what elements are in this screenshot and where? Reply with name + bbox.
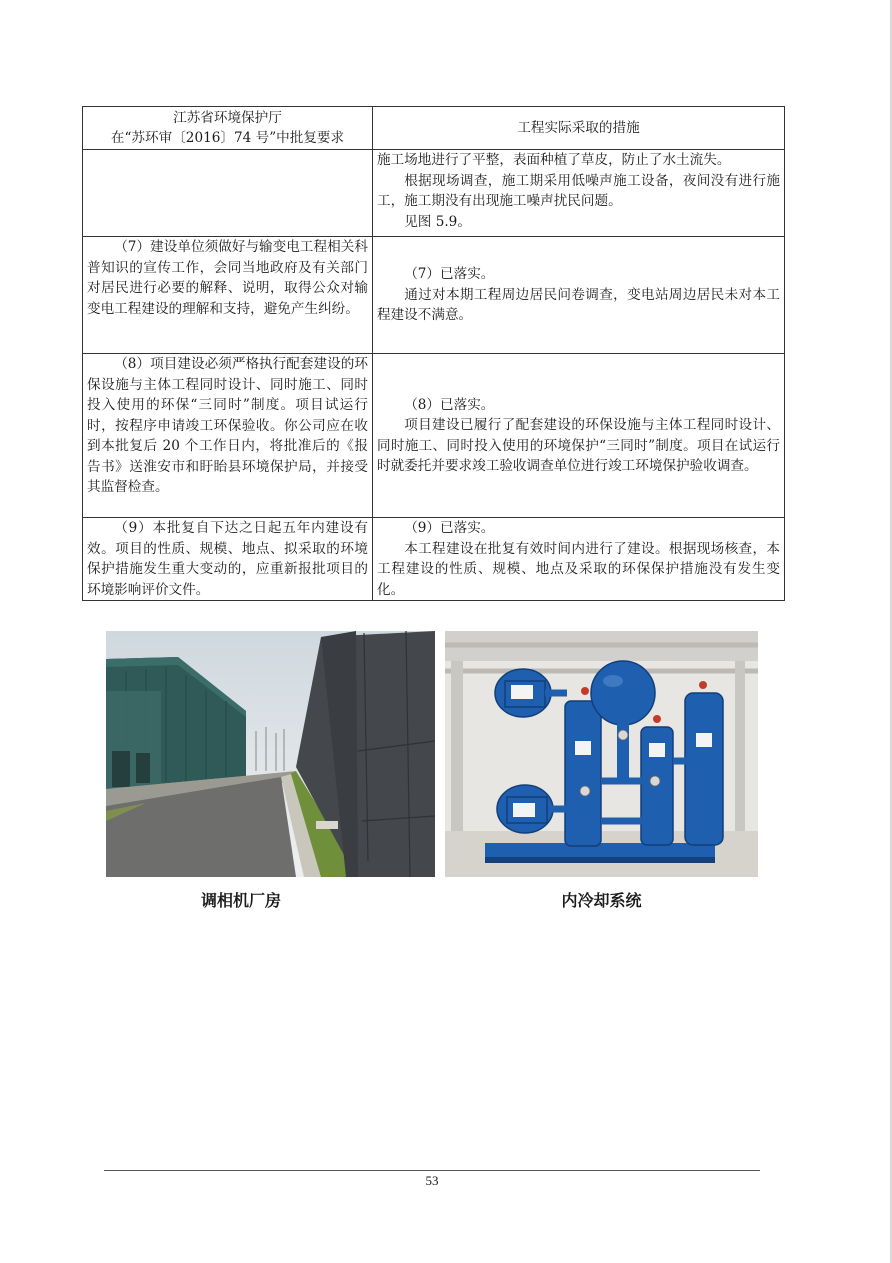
requirement-text: （8）项目建设必须严格执行配套建设的环保设施与主体工程同时设计、同时施工、同时投入使用的环保“三同时”制度。项目试运行时，按程序申请竣工环保验收。你公司应在收到本批复后 20 个工作日内，将批准后的《报告书》送淮安市和盱眙县环境保护局，并接受其监督检查。 — [87, 356, 368, 495]
condenser-building-image — [106, 631, 435, 877]
measure-text: 见图 5.9。 — [404, 213, 471, 230]
measure-text: （8）已落实。 — [404, 396, 495, 413]
page-number: 53 — [425, 1173, 439, 1188]
measure-text: 本工程建设在批复有效时间内进行了建设。根据现场核查，本工程建设的性质、规模、地点及采取的环保保护措施没有发生变化。 — [377, 540, 780, 598]
measure-text: （9）已落实。 — [404, 520, 495, 536]
measure-cell — [373, 354, 785, 518]
header-requirement-line1: 江苏省环境保护厅 — [173, 110, 282, 126]
header-requirement — [83, 107, 373, 150]
requirement-cell — [83, 354, 373, 518]
measure-text: （7）已落实。 — [404, 266, 495, 283]
header-measure: 工程实际采取的措施 — [373, 107, 785, 150]
table-row — [83, 518, 785, 601]
cooling-system-caption: 内冷却系统 — [561, 891, 642, 910]
condenser-building-photo — [106, 631, 435, 877]
requirement-cell — [83, 518, 373, 601]
measure-text: 通过对本期工程周边居民问卷调查，变电站周边居民未对本工程建设不满意。 — [377, 286, 780, 324]
table-row — [83, 150, 785, 237]
measure-cell — [373, 518, 785, 601]
requirement-cell — [83, 237, 373, 354]
table-row — [83, 237, 785, 354]
table-header-row — [83, 107, 785, 150]
condenser-building-caption: 调相机厂房 — [200, 891, 281, 910]
approval-requirements-table — [82, 106, 785, 601]
measure-cell — [373, 150, 785, 237]
measure-text: 项目建设已履行了配套建设的环保设施与主体工程同时设计、同时施工、同时投入使用的环境保护“三同时”制度。项目在试运行时就委托并要求竣工验收调查单位进行竣工环境保护验收调查。 — [377, 417, 780, 474]
requirement-text: （7）建设单位须做好与输变电工程相关科普知识的宣传工作，会同当地政府及有关部门对居民进行必要的解释、说明，取得公众对输变电工程建设的理解和支持，避免产生纠纷。 — [87, 239, 368, 317]
requirement-text: （9）本批复自下达之日起五年内建设有效。项目的性质、规模、地点、拟采取的环境保护措施发生重大变动的，应重新报批项目的环境影响评价文件。 — [87, 520, 368, 598]
footer-divider — [104, 1170, 760, 1171]
measure-text: 根据现场调查，施工期采用低噪声施工设备，夜间没有进行施工，施工期没有出现施工噪声扰民问题。 — [377, 172, 780, 209]
measure-text: 施工场地进行了平整，表面种植了草皮，防止了水土流失。 — [377, 152, 731, 168]
measure-cell — [373, 237, 785, 354]
requirement-cell — [83, 150, 373, 237]
table-row — [83, 354, 785, 518]
cooling-system-image — [445, 631, 758, 877]
cooling-system-photo — [445, 631, 758, 877]
header-requirement-line2: 在“苏环审〔2016〕74 号”中批复要求 — [110, 130, 345, 146]
